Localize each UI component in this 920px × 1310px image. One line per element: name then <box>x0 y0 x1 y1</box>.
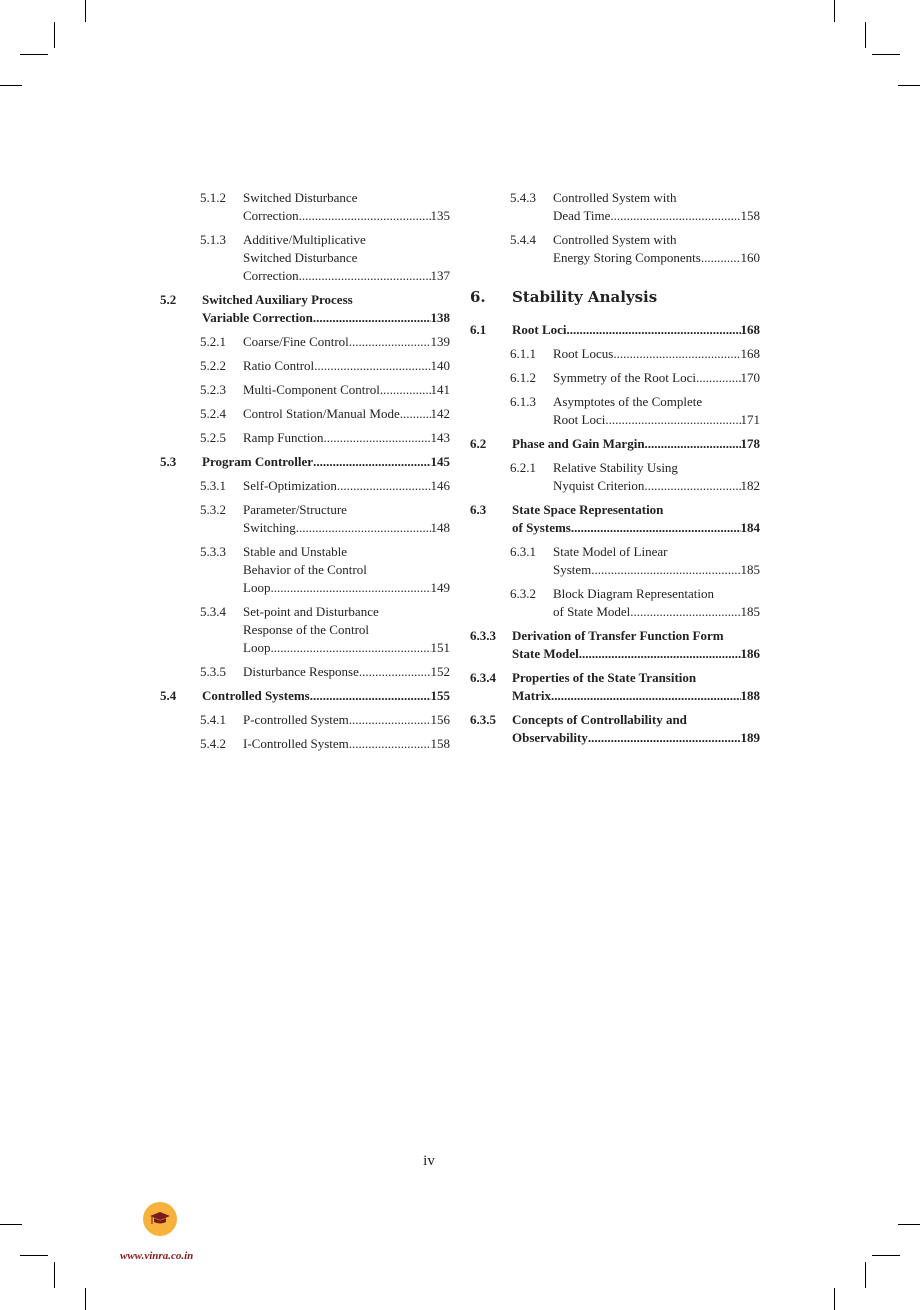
toc-entry-title: of State Model <box>553 604 631 619</box>
toc-entry-title: Response of the Control <box>243 622 370 637</box>
toc-entry-title: Root Locus <box>553 346 614 361</box>
toc-entry-title: Control Station/Manual Mode <box>243 406 400 421</box>
toc-entry-number: 5.1.2 <box>200 190 226 205</box>
toc-entry-title: Set-point and Disturbance <box>243 604 379 619</box>
toc-entry-title: Root Loci <box>553 412 606 427</box>
toc-entry-page: 188 <box>740 688 760 703</box>
dot-leader <box>400 405 431 423</box>
dot-leader <box>645 435 741 453</box>
toc-entry-title: Parameter/Structure <box>243 502 347 517</box>
toc-entry-title: Correction <box>243 268 299 283</box>
publisher-url[interactable]: www.vinra.co.in <box>120 1250 194 1262</box>
toc-entry-number: 5.3.5 <box>200 664 226 679</box>
toc-entry-title: Stable and Unstable <box>243 544 347 559</box>
toc-entry-number: 5.2.3 <box>200 382 226 397</box>
toc-entry-page: 143 <box>430 430 450 445</box>
toc-entry-page: 152 <box>430 664 450 679</box>
page-number: iv <box>423 1153 435 1169</box>
toc-entry-title: Asymptotes of the Complete <box>553 394 703 409</box>
toc-entry-number: 5.2.1 <box>200 334 226 349</box>
toc-entry-title: P-controlled System <box>243 712 349 727</box>
toc-entry-page: 170 <box>740 370 760 385</box>
toc-entry-number: 5.3.1 <box>200 478 226 493</box>
toc-entry-page: 171 <box>740 412 760 427</box>
toc-entry-page: 146 <box>430 478 450 493</box>
crop-mark <box>85 1288 86 1310</box>
toc-entry-number: 5.3.3 <box>200 544 226 559</box>
toc-entry-page: 168 <box>740 346 760 361</box>
toc-entry-title: State Model of Linear <box>553 544 668 559</box>
dot-leader <box>313 309 431 327</box>
toc-entry-title: Behavior of the Control <box>243 562 367 577</box>
toc-entry-page: 168 <box>740 322 760 337</box>
toc-entry-number: 6.2 <box>470 436 487 451</box>
toc-entry-title: Disturbance Response <box>243 664 359 679</box>
toc-entry-page: 158 <box>740 208 760 223</box>
graduation-cap-icon <box>149 1210 171 1228</box>
dot-leader <box>270 639 430 657</box>
toc-entry-title: Root Loci <box>512 322 567 337</box>
toc-entry-number: 6.2.1 <box>510 460 536 475</box>
dot-leader <box>359 663 431 681</box>
toc-entry-page: 160 <box>740 250 760 265</box>
toc-entry-number: 5.4.1 <box>200 712 226 727</box>
toc-entry-page: 139 <box>430 334 450 349</box>
toc-entry-page: 138 <box>430 310 450 325</box>
toc-entry-title: Observability <box>512 730 588 745</box>
toc-entry-number: 5.4 <box>160 688 177 703</box>
dot-leader <box>299 267 431 285</box>
toc-entry-number: 5.1.3 <box>200 232 226 247</box>
toc-entry-number: 6.1.2 <box>510 370 536 385</box>
toc-entry-page: 178 <box>740 436 760 451</box>
toc-entry-title: Correction <box>243 208 299 223</box>
toc-entry-title: Controlled System with <box>553 190 677 205</box>
toc-entry-page: 156 <box>430 712 450 727</box>
toc-entry-title: Relative Stability Using <box>553 460 678 475</box>
toc-entry-title: Controlled Systems <box>202 688 310 703</box>
toc-entry-number: 5.3 <box>160 454 177 469</box>
dot-leader <box>314 357 430 375</box>
toc-entry-title: Energy Storing Components <box>553 250 701 265</box>
dot-leader <box>337 477 431 495</box>
dot-leader <box>588 729 741 747</box>
toc-entry-page: 184 <box>740 520 760 535</box>
toc-entry-number: 6.3.4 <box>470 670 496 685</box>
toc-entry-number: 6.3.3 <box>470 628 496 643</box>
crop-mark <box>20 54 48 55</box>
toc-entry-title: Loop <box>243 580 271 595</box>
toc-entry-title: Dead Time <box>553 208 611 223</box>
toc-entry-title: Nyquist Criterion <box>553 478 645 493</box>
toc-entry-page: 142 <box>430 406 450 421</box>
toc-entry-title: Switching <box>243 520 296 535</box>
toc-entry-number: 5.2.4 <box>200 406 226 421</box>
toc-entry-title: Symmetry of the Root Loci <box>553 370 696 385</box>
dot-leader <box>270 579 430 597</box>
toc-entry-title: Switched Auxiliary Process <box>202 292 353 307</box>
toc-entry-page: 189 <box>740 730 760 745</box>
toc-entry-number: 5.2 <box>160 292 177 307</box>
toc-entry-number: 6.1.3 <box>510 394 536 409</box>
dot-leader <box>605 411 740 429</box>
dot-leader <box>380 381 431 399</box>
toc-entry-title: of Systems <box>512 520 571 535</box>
toc-entry-number: 6.3.2 <box>510 586 536 601</box>
toc-entry-title: Additive/Multiplicative <box>243 232 366 247</box>
toc-entry-title: Phase and Gain Margin <box>512 436 645 451</box>
dot-leader <box>567 321 741 339</box>
dot-leader <box>324 429 431 447</box>
toc-entry-title: Matrix <box>512 688 551 703</box>
crop-mark <box>20 1255 48 1256</box>
crop-mark <box>865 1262 866 1288</box>
toc-entry-title: Properties of the State Transition <box>512 670 697 685</box>
crop-mark <box>834 0 835 22</box>
toc-entry-title: Variable Correction <box>202 310 313 325</box>
dot-leader <box>701 249 741 267</box>
toc-entry-title: Controlled System with <box>553 232 677 247</box>
toc-entry-page: 140 <box>430 358 450 373</box>
toc-entry-title: Switched Disturbance <box>243 190 358 205</box>
toc-entry-page: 151 <box>430 640 450 655</box>
dot-leader <box>310 687 431 705</box>
toc-entry-title: Loop <box>243 640 271 655</box>
toc-entry-title: State Model <box>512 646 579 661</box>
toc-entry-title: Concepts of Controllability and <box>512 712 687 727</box>
toc-entry-title: Ratio Control <box>243 358 315 373</box>
crop-mark <box>898 85 920 86</box>
toc-entry-page: 186 <box>740 646 760 661</box>
dot-leader <box>313 453 430 471</box>
toc-entry-title: Stability Analysis <box>512 288 658 306</box>
toc-entry-title: Switched Disturbance <box>243 250 358 265</box>
crop-mark <box>54 22 55 48</box>
dot-leader <box>610 207 740 225</box>
dot-leader <box>296 519 431 537</box>
toc-entry-page: 158 <box>430 736 450 751</box>
toc-entry-number: 5.2.5 <box>200 430 226 445</box>
publisher-logo <box>143 1202 177 1236</box>
crop-mark <box>834 1288 835 1310</box>
toc-entry-number: 6.1 <box>470 322 487 337</box>
dot-leader <box>696 369 741 387</box>
toc-entry-title: Program Controller <box>202 454 314 469</box>
toc-entry-page: 135 <box>430 208 450 223</box>
toc-entry-title: Block Diagram Representation <box>553 586 715 601</box>
toc-entry-page: 141 <box>430 382 450 397</box>
dot-leader <box>349 333 431 351</box>
toc-entry-number: 6.3.5 <box>470 712 496 727</box>
toc-entry-number: 5.2.2 <box>200 358 226 373</box>
dot-leader <box>349 711 431 729</box>
toc-entry-number: 5.4.2 <box>200 736 226 751</box>
dot-leader <box>551 687 741 705</box>
toc-entry-title: Derivation of Transfer Function Form <box>512 628 724 643</box>
toc-entry-number: 6.3.1 <box>510 544 536 559</box>
toc-entry-page: 145 <box>430 454 450 469</box>
toc-entry-page: 148 <box>430 520 450 535</box>
dot-leader <box>579 645 741 663</box>
toc-entry-number: 6.1.1 <box>510 346 536 361</box>
dot-leader <box>630 603 740 621</box>
crop-mark <box>85 0 86 22</box>
toc-entry-number: 6. <box>470 288 486 306</box>
toc-entry-title: State Space Representation <box>512 502 664 517</box>
dot-leader <box>591 561 740 579</box>
toc-entry-title: Multi-Component Control <box>243 382 380 397</box>
toc-entry-number: 5.3.4 <box>200 604 226 619</box>
toc-entry-title: Coarse/Fine Control <box>243 334 349 349</box>
toc-entry-page: 185 <box>740 562 760 577</box>
toc-entry-title: Self-Optimization <box>243 478 337 493</box>
crop-mark <box>54 1262 55 1288</box>
toc-entry-page: 137 <box>430 268 450 283</box>
toc-entry-page: 185 <box>740 604 760 619</box>
dot-leader <box>349 735 431 753</box>
crop-mark <box>872 1255 900 1256</box>
toc-entry-title: Ramp Function <box>243 430 324 445</box>
crop-mark <box>0 1224 22 1225</box>
toc-entry-number: 5.4.3 <box>510 190 536 205</box>
dot-leader <box>299 207 431 225</box>
toc-entry-title: I-Controlled System <box>243 736 349 751</box>
toc-entry-page: 182 <box>740 478 760 493</box>
crop-mark <box>872 54 900 55</box>
toc-entry-title: System <box>553 562 592 577</box>
crop-mark <box>898 1224 920 1225</box>
dot-leader <box>613 345 740 363</box>
crop-mark <box>0 85 22 86</box>
toc-entry-number: 5.3.2 <box>200 502 226 517</box>
toc-entry-page: 155 <box>430 688 450 703</box>
toc-entry-number: 5.4.4 <box>510 232 536 247</box>
dot-leader <box>571 519 741 537</box>
crop-mark <box>865 22 866 48</box>
toc-entry-page: 149 <box>430 580 450 595</box>
dot-leader <box>644 477 740 495</box>
toc-entry-number: 6.3 <box>470 502 487 517</box>
